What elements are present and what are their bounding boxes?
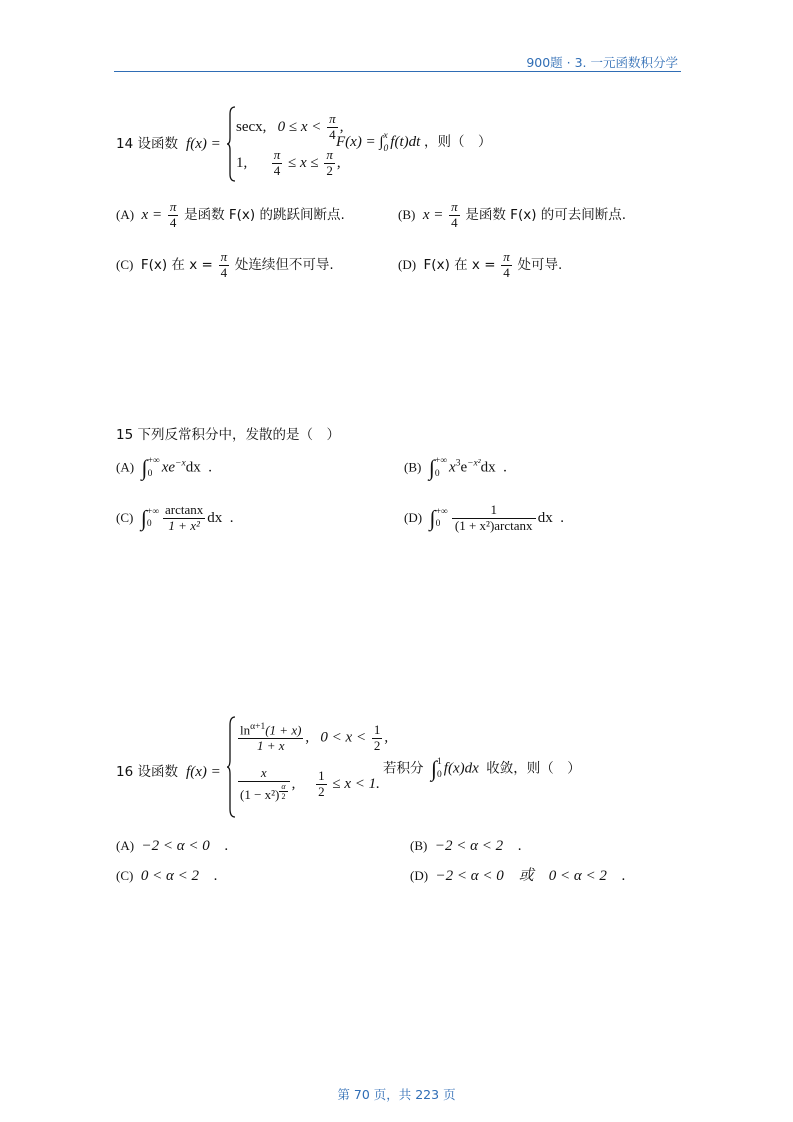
option-D[interactable]: (D) F(x) 在 x = $\frac{\pi}{4}$ 处可导.	[398, 249, 563, 280]
function-name: f(x) =	[182, 136, 221, 152]
function-name: f(x) =	[182, 764, 221, 780]
option-C[interactable]: (C) 0 < α < 2 .	[116, 868, 218, 884]
F-definition: F(x) = ∫x 0 f(t)dt ，则（ ）	[336, 131, 492, 154]
option-D[interactable]: (D) ∫+∞ 0 $\frac{1}{\text{(1 + x²)arctanx}}$ dx .	[404, 502, 564, 533]
fraction: $\frac{\pi}{4}$	[329, 111, 336, 142]
integral-condition: 若积分 ∫1 0 f(x)dx 收敛，则（ ）	[383, 756, 581, 781]
question-lead: 设函数	[137, 136, 178, 152]
case-2: x (1 − x²) $^{\frac{\alpha}{2}}$ , $\frac{1}{2}$ ≤ x < 1.	[240, 765, 380, 803]
left-brace	[226, 716, 236, 818]
case-1: secx, 0 ≤ x < $\frac{\pi}{4}$ ,	[236, 111, 344, 142]
fraction: $\frac{\pi}{4}$	[273, 147, 281, 178]
option-C[interactable]: (C) ∫+∞ 0 $\frac{\arctan x}{\text{1 + x²}}$ dx .	[116, 502, 234, 533]
question-number: 16	[116, 764, 134, 780]
option-B[interactable]: (B) x = $\frac{\pi}{4}$ 是函数 F(x) 的可去间断点.	[398, 199, 627, 230]
option-A[interactable]: (A) −2 < α < 0 .	[116, 838, 229, 854]
option-D[interactable]: (D) −2 < α < 0 或 0 < α < 2 .	[410, 868, 626, 884]
fraction: $\frac{\pi}{2}$	[326, 147, 333, 178]
page-footer: 第 70 页，共 223 页	[337, 1087, 456, 1102]
option-A[interactable]: (A) x = $\frac{\pi}{4}$ 是函数 F(x) 的跳跃间断点.	[116, 199, 345, 230]
option-B[interactable]: (B) ∫+∞ 0 $x^3e^{-x^2}dx$ .	[404, 455, 507, 480]
header-rule	[114, 71, 681, 72]
question-stem: 下列反常积分中，发散的是（ ）	[137, 427, 340, 443]
running-header: 900题 · 3. 一元函数积分学	[526, 55, 678, 70]
option-C[interactable]: (C) F(x) 在 x = $\frac{\pi}{4}$ 处连续但不可导.	[116, 249, 334, 280]
case-2: 1, $\frac{\pi}{4}$ ≤ x ≤ $\frac{\pi}{2}$ ,	[236, 147, 341, 178]
option-A[interactable]: (A) ∫+∞ 0 $xe^{-x}dx$ .	[116, 455, 212, 480]
question-number: 15	[116, 427, 134, 443]
question-lead: 设函数	[137, 764, 178, 780]
case-1: $\frac{\ln^{\alpha+1}(1 + x)}{1 + x}$ , 0 < x < $\frac{1}{2}$ ,	[240, 721, 389, 754]
option-B[interactable]: (B) −2 < α < 2 .	[410, 838, 522, 854]
left-brace	[226, 106, 236, 182]
question-number: 14	[116, 136, 134, 152]
